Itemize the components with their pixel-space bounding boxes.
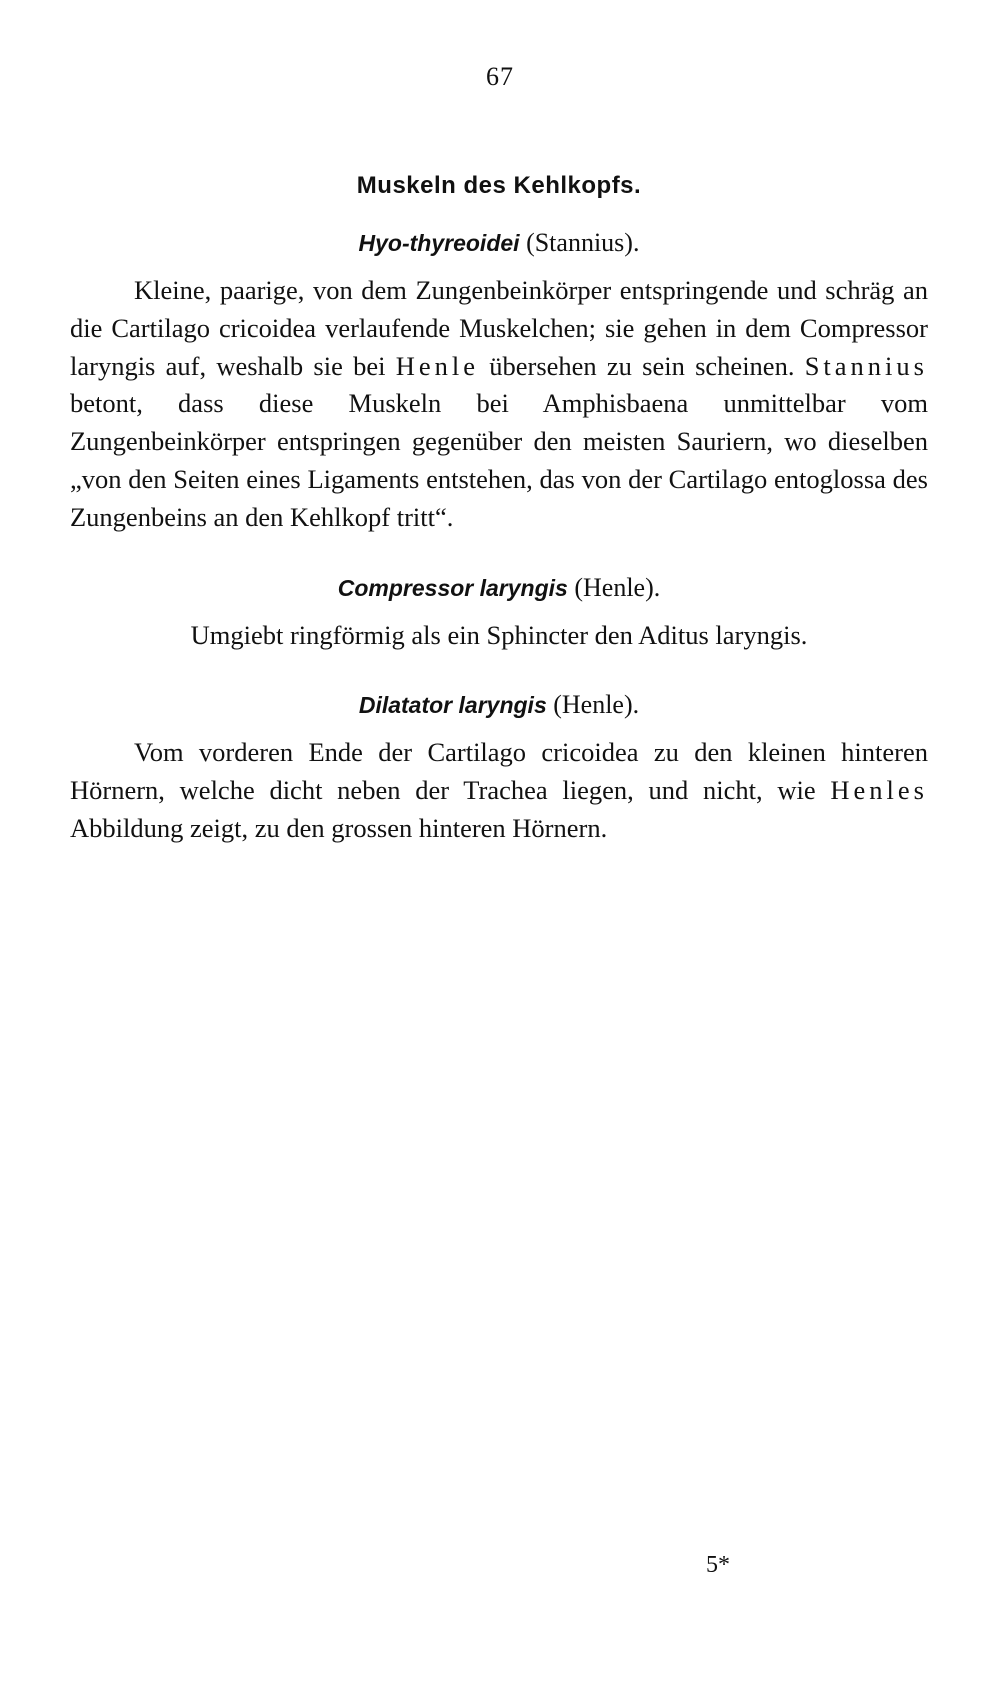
page-number: 67: [486, 62, 514, 91]
page-body: [70, 172, 928, 884]
author-name: Henles: [830, 775, 928, 806]
section-paragraph: Umgiebt ringförmig als ein Sphincter den Aditus laryngis.: [190, 619, 808, 650]
paragraph-text: betont, dass diese Muskeln bei Amphisbaena unmittelbar vom Zungenbeinkörper entspringen gegenüber den meisten Sauriern, wo dieselben „von den Seiten eines Ligaments entstehen, das von der Cartilago entoglossa des Zungenbeins an den Kehlkopf tritt“.: [70, 388, 928, 532]
paragraph-text: übersehen zu sein scheinen.: [479, 350, 805, 381]
paragraph-text: Vom vorderen Ende der Cartilago cricoidea zu den kleinen hinteren Hörnern, welche dicht neben der Trachea liegen, und nicht, wie: [70, 737, 928, 806]
section-heading: [70, 690, 928, 720]
author-citation: (Henle).: [553, 690, 640, 720]
paragraph-text: Abbildung zeigt, zu den grossen hinteren Hörnern.: [70, 812, 608, 843]
author-name: Stannius: [804, 350, 928, 381]
section-paragraph: [70, 734, 928, 847]
section-hyo-thyreoidei: [70, 228, 928, 537]
author-citation: (Henle).: [574, 572, 661, 602]
section-dilatator-laryngis: [70, 690, 928, 847]
section-heading: [70, 573, 928, 603]
muscle-name: Dilatator laryngis: [358, 692, 547, 719]
section-paragraph: [70, 272, 928, 537]
section-heading: [70, 228, 928, 258]
author-name: Henle: [395, 350, 479, 381]
muscle-name: Hyo-thyreoidei: [358, 230, 520, 256]
muscle-name: Compressor laryngis: [337, 574, 568, 601]
paragraph-text: Kleine, paarige, von dem Zungenbeinkörper entspringende und schräg an die Cartilago cricoidea verlaufende Muskelchen; sie gehen in dem Compressor laryngis auf, weshalb sie bei: [70, 275, 928, 381]
author-citation: (Stannius).: [526, 228, 640, 257]
sheet-signature-mark: 5*: [706, 1552, 730, 1578]
section-compressor-laryngis: [70, 573, 928, 655]
chapter-heading: Muskeln des Kehlkopfs.: [356, 172, 642, 199]
